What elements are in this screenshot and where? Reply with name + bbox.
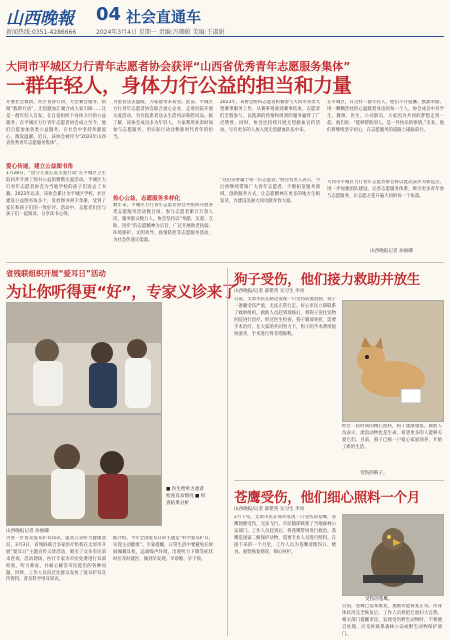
story2-kicker: 省残联组织开展“爱耳日”活动 [6,269,106,278]
injured-hawk-photo [343,515,443,595]
story3-headline: 狗子受伤，他们接力救助并放生 [234,272,421,288]
story2-headline: 为让你听得更“好”，专家义诊来了 [6,283,237,301]
story3-text2: 经过一段时间的精心照料，狗子逐渐康复。救助人员表示，流浪动物也是生命，希望更多的人能够关爱它们。目前，狗子已被一户爱心家庭领养，开始了新的生活。 [342,424,442,450]
doctors-exam-photo [7,303,161,413]
lead-col1-text2: 1月28日，“留守儿童心灵关爱行动”在平城区卫生院同步开展了图书公益捐赠暨关爱活动。平城区力行青年志愿者协会为当地学校的孩子们送去了书籍。2023年以来，该协会累计为平城区学校、社区建设公益图书角多个，发放图书两千余册，受到了家长和孩子们的一致好评。活动中，志愿者们还与孩子们一起阅读，分享读书心得。 [6,171,106,218]
lead-byline: 山西晚报记者 孙俊卿 [370,249,413,254]
lead-col1-subhead: 爱心传递，建立公益图书角 [6,164,74,170]
story2-photo-caption: ■ 医生给听力患者检查耳朵情况 ■ 检查结果分析 [166,487,206,506]
story4-kicker: 山西晚报/记者 薛建英 实习生 李涛 [234,507,305,512]
story3-photo-caption: 受伤的狗子。 [360,471,388,476]
story4-photo-caption: 受伤的苍鹰。 [365,597,393,602]
hotline: 新闻热线:0351-4286666 [6,29,77,36]
story2-photo-second [6,414,162,526]
lead-col1-text: 开展社会救助、社区青春行动、大型赛会服务、新闻“救助行动”、无偿献血汇聚合成大家引路……这是一群年轻人自发，在自发组织下身体力行的公益服务；在平城区力行青年志愿者协会成立至今，他们自愿参加各类公益服务，在社会中坚持奉献爱心，散发温暖。近日，该协会被评为“2023年山西省优秀青年志愿服务集体”。 [6,100,106,147]
story2-reporter: 山西晚报记者 孙俊卿 [6,529,49,534]
story-divider [234,480,444,481]
story2-text: 为进一步普及爱耳护耳知识，提高公众听力健康意识，3月3日，省残联联合多家医疗机构在太原市开展“爱耳日”主题宣传义诊活动，吸引了众多市民前来咨询。活动现场，医疗专家为市民免费进行耳部检查、听力筛查，并耐心解答市民提出的各种问题。同时，工作人员向过往群众发放了爱耳护耳宣传资料，普及科学用耳知识。 [6,536,106,583]
story4-text: 2月下旬，太原市民在郊外发现一只受伤的苍鹰，苍鹰翅膀受伤，无法飞行。市民随即联系了当地森林公安部门。工作人员赶到后，将苍鹰带回进行救治。苍鹰是国家二级保护动物，需要专业人员进行照料。在接下来的一个月里，工作人员为苍鹰清理伤口、喂食、观察恢复情况，细心呵护。 [234,515,336,555]
lead-col3-text2: “这份荣誉属于每一位志愿者。”协会负责人表示，今后将继续带领广大青年志愿者，不断拓宽服务领域，创新服务方式，让志愿精神在更多的地方生根发芽，为建设美丽大同贡献青春力量。 [220,178,320,204]
column-divider [227,268,228,636]
date-line: 2024年3月4日 星期一 责编:冯卿蔚 美编:王淑娟 [96,29,225,36]
masthead-divider [6,36,444,37]
story4-headline: 苍鹰受伤，他们细心照料一个月 [234,490,421,506]
section-divider [6,262,444,263]
lead-col4-text: 在平城区，有这样一群年轻人，他们不计报酬、默默奉献，用一颗颗热忱的心温暖着身边的每一个人。协会成员中有学生、教师、医生、公司职员，大家因为共同的梦想走到一起。他们说：“能够帮助别人，是一件快乐的事情。”未来，他们将继续坚守初心，在志愿服务的道路上砥砺前行。 [327,100,444,133]
lead-col2-text: 为患者送去温暖，为家庭带来希望。此前，平城区力行青年志愿者协会联合爱心企业，走进医院开展关爱活动，为住院患者送去生活用品和慰问品。据了解，该协会成员多为年轻人，大家利用业余时间参与志愿服务，用实际行动诠释新时代青年的担当。 [113,100,213,140]
hearing-check-photo [7,415,161,525]
story3-photo [342,300,444,422]
story3-text: 日前，太原市民在路边发现一只受伤的流浪狗，狗子一条腿受伤严重，无法正常行走。好心市民立即联系了救助组织。救助人员赶到现场后，将狗子送往宠物医院进行治疗。经过医生检查，狗子腿部骨折，需要手术治疗。在大家的共同努力下，狗子的手术费用很快凑齐，手术进行得非常顺利。 [234,297,336,337]
story4-photo [342,514,444,596]
story4-text2: 目前，苍鹰已基本康复，翅膀功能恢复正常。待身体状况完全恢复后，工作人员将把它放归大自然。相关部门提醒市民，发现受伤野生动物时，不要擅自处理，应及时联系森林公安或野生动物保护部门。 [342,604,442,636]
story3-kicker: 山西晚报/记者 薛建英 实习生 李涛 [234,289,305,294]
story2-text2: 据介绍，今年全国爱耳日的主题是“科学爱耳护耳，实现主动健康”。专家提醒，日常生活中要避免长时间佩戴耳机，远离噪声环境，出现听力下降等症状时应及时就医，做到早发现、早诊断、早干预。 [113,536,213,562]
lead-col4-text2: 大同市平城区力行青年志愿者协会将以此次获评为新起点，进一步加强团队建设，完善志愿服务体系，吸引更多青年参与志愿服务，让志愿之花开遍大同的每一个角落。 [327,180,444,199]
lead-col2-subhead: 热心公益，志愿服务多样化 [113,196,181,202]
section-title: 社会直通车 [126,8,202,26]
masthead [6,4,446,34]
story2-photo-main [6,302,162,414]
lead-headline: 一群年轻人，身体力行公益的担当和力量 [6,74,352,97]
page-number: 04 [96,4,122,25]
lead-col2-text2: 数年来，平城区力行青年志愿者协会共组织开展各类志愿服务活动数百场，参与志愿者累计万余人次，服务群众数万人。协会坚持以“奉献、友爱、互助、进步”的志愿精神为宗旨，广泛开展助老扶弱、环境保护、文明劝导、疫情防控等志愿服务活动，为社会传递正能量。 [113,203,213,243]
lead-kicker: 大同市平城区力行青年志愿者协会获评“山西省优秀青年志愿服务集体” [6,60,351,73]
newspaper-logo: 山西晚報 [6,9,74,29]
injured-dog-photo [343,301,443,421]
lead-col3-text: 2023年，该协会组织志愿者积极参与大同市各类大型赛事服务工作，从赛事筹备到赛事结束，志愿者们全程参与，以饱满的热情和周到的服务赢得了广泛赞誉。同时，协会还持续开展无偿献血宣传活动，号召更多的人加入到无偿献血队伍中来。 [220,100,320,133]
